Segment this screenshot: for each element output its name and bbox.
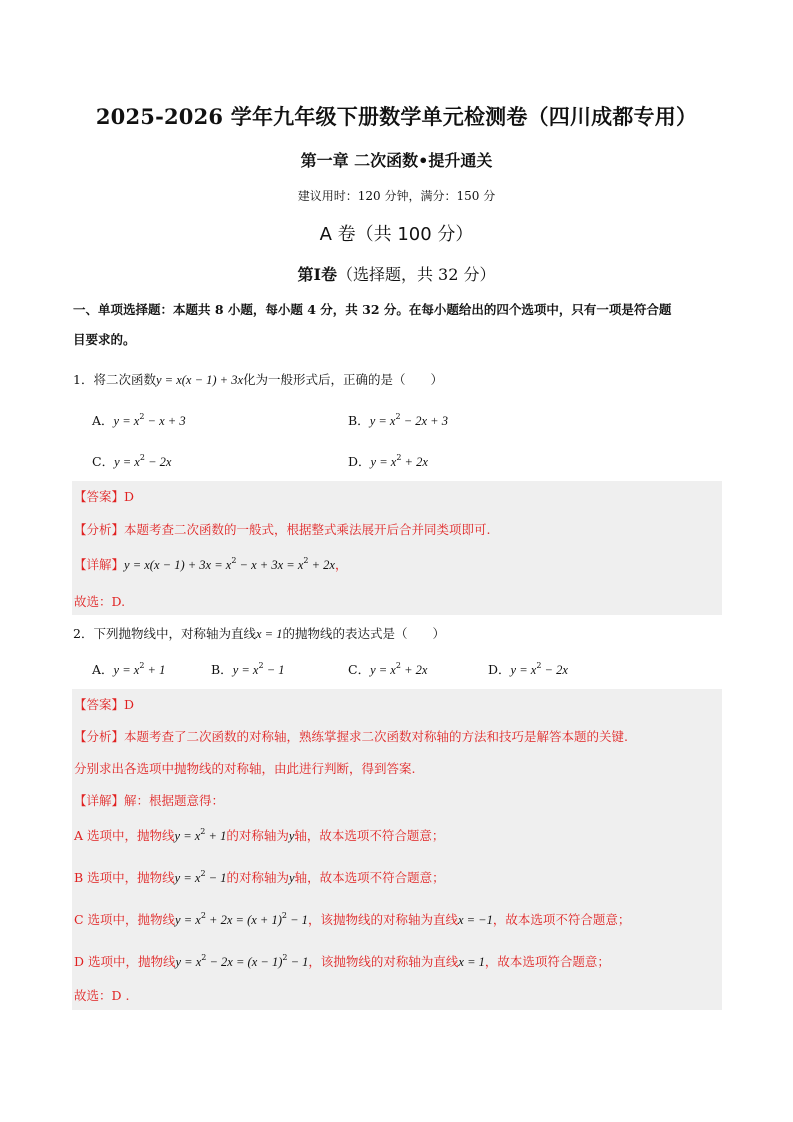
q2-row-c bbox=[74, 910, 630, 928]
volume-1-heading bbox=[0, 262, 793, 285]
q1-stem bbox=[73, 370, 443, 388]
q2-answer bbox=[74, 695, 134, 713]
q2-row-d bbox=[74, 952, 610, 970]
time-score-hint: 建议用时：120 分钟，满分：150 分 bbox=[297, 189, 496, 203]
row-prefix: A 选项中，抛物线 bbox=[74, 828, 175, 843]
q2-analysis-2: 分别求出各选项中抛物线的对称轴，由此进行判断，得到答案. bbox=[74, 761, 416, 776]
q2-number: 2．下列抛物线中，对称轴为直线 bbox=[73, 626, 256, 641]
q1-detail bbox=[74, 555, 347, 573]
row-mid: ，该抛物线的对称轴为直线 bbox=[307, 912, 458, 927]
row-suffix: 轴，故本选项不符合题意； bbox=[294, 870, 445, 885]
q2-option-a bbox=[92, 660, 165, 678]
answer-tag: 【答案】 bbox=[74, 697, 125, 712]
option-label: B． bbox=[211, 662, 233, 677]
row-math-2: + 1 bbox=[205, 829, 227, 843]
option-math: y = x bbox=[510, 663, 537, 677]
row-math: y = x bbox=[174, 871, 201, 885]
q2-answer-box bbox=[72, 689, 722, 1010]
row-suffix: 轴，故本选项不符合题意； bbox=[294, 828, 445, 843]
answer-tag: 【答案】 bbox=[74, 489, 125, 504]
q1-option-a bbox=[92, 411, 186, 429]
q2-stem bbox=[73, 624, 445, 642]
row-math-2: + 2x = (x + 1) bbox=[205, 913, 282, 927]
option-label: D． bbox=[488, 662, 511, 677]
row-math-3: x = −1 bbox=[457, 913, 493, 927]
volume-1-rest: （选择题，共 32 分） bbox=[336, 265, 496, 284]
row-math: y = x bbox=[175, 955, 202, 969]
q1-analysis bbox=[74, 520, 491, 538]
row-math: y = x bbox=[175, 913, 201, 927]
option-math-tail: − x + 3 bbox=[144, 414, 186, 428]
row-exponent: 2 bbox=[201, 953, 207, 962]
row-exponent-2: 2 bbox=[282, 953, 288, 962]
row-math-3: x = 1 bbox=[458, 955, 485, 969]
row-mid: ，该抛物线的对称轴为直线 bbox=[308, 954, 459, 969]
row-prefix: C 选项中，抛物线 bbox=[74, 912, 176, 927]
row-exponent-2: 2 bbox=[281, 911, 287, 920]
q2-detail bbox=[74, 791, 224, 809]
row-math-2: − 1 bbox=[205, 871, 227, 885]
detail-end: ， bbox=[334, 557, 348, 572]
q1-expression: y = x(x − 1) + 3x bbox=[155, 373, 244, 387]
row-math-4: − 1 bbox=[287, 955, 309, 969]
option-label: B． bbox=[348, 413, 370, 428]
q2-row-a bbox=[74, 826, 444, 844]
q2-row-b bbox=[74, 868, 445, 886]
volume-1-bold: 第Ⅰ卷 bbox=[297, 265, 337, 284]
option-exponent: 2 bbox=[536, 661, 542, 670]
detail-exponent-2: 2 bbox=[303, 556, 309, 565]
row-math-2: − 2x = (x − 1) bbox=[206, 955, 283, 969]
option-exponent: 2 bbox=[139, 453, 145, 462]
option-math-tail: − 2x bbox=[144, 455, 172, 469]
q1-option-b bbox=[348, 411, 448, 429]
chapter-subtitle: 第一章 二次函数•提升通关 bbox=[300, 151, 493, 170]
row-exponent: 2 bbox=[200, 827, 206, 836]
option-math-tail: − 1 bbox=[263, 663, 285, 677]
detail-text: 解：根据题意得： bbox=[124, 793, 225, 808]
q2-choose: 故选：D . bbox=[74, 988, 130, 1003]
detail-math-3: + 2x bbox=[308, 558, 335, 572]
option-exponent: 2 bbox=[396, 453, 402, 462]
answer-value: D bbox=[124, 697, 135, 712]
row-prefix: B 选项中，抛物线 bbox=[74, 870, 175, 885]
q2-option-b bbox=[211, 660, 285, 678]
analysis-tag: 【分析】 bbox=[74, 522, 125, 537]
row-exponent: 2 bbox=[200, 911, 206, 920]
option-math: y = x bbox=[370, 455, 397, 469]
row-math: y = x bbox=[174, 829, 201, 843]
row-mid: 的对称轴为 bbox=[226, 828, 289, 843]
option-math-tail: + 2x bbox=[401, 455, 428, 469]
option-math: y = x bbox=[113, 414, 140, 428]
section-1-instructions bbox=[73, 295, 723, 355]
detail-exponent-1: 2 bbox=[231, 556, 237, 565]
detail-math-1: y = x(x − 1) + 3x = x bbox=[124, 558, 232, 572]
analysis-text: 本题考查二次函数的一般式，根据整式乘法展开后合并同类项即可. bbox=[124, 522, 491, 537]
q2-analysis bbox=[74, 727, 628, 745]
detail-tag: 【详解】 bbox=[74, 557, 125, 572]
q2-option-c bbox=[348, 660, 427, 678]
q1-tail: 化为一般形式后，正确的是（ ） bbox=[243, 372, 444, 387]
row-math-3: y bbox=[288, 829, 295, 843]
row-suffix: ，故本选项不符合题意； bbox=[492, 912, 631, 927]
exam-title: 2025-2026 学年九年级下册数学单元检测卷（四川成都专用） bbox=[95, 104, 698, 129]
row-math-3: y bbox=[289, 871, 295, 885]
section-1-line-1: 一、单项选择题：本题共 8 小题，每小题 4 分，共 32 分。在每小题给出的四个选项中，只有一项是符合题 bbox=[73, 302, 672, 317]
option-math: y = x bbox=[113, 663, 140, 677]
option-exponent: 2 bbox=[395, 412, 401, 421]
detail-math-2: − x + 3x = x bbox=[236, 558, 304, 572]
option-math-tail: − 2x + 3 bbox=[400, 414, 448, 428]
row-prefix: D 选项中，抛物线 bbox=[74, 954, 176, 969]
section-1-line-2: 目要求的。 bbox=[73, 332, 136, 347]
option-label: A． bbox=[92, 413, 114, 428]
q2-tail: 的抛物线的表达式是（ ） bbox=[282, 626, 445, 641]
row-suffix: ，故本选项符合题意； bbox=[484, 954, 610, 969]
option-math: y = x bbox=[370, 663, 396, 677]
option-math: y = x bbox=[369, 414, 396, 428]
row-exponent: 2 bbox=[200, 869, 206, 878]
detail-tag: 【详解】 bbox=[74, 793, 125, 808]
q2-option-d bbox=[488, 660, 568, 678]
q1-number: 1．将二次函数 bbox=[73, 372, 156, 387]
option-exponent: 2 bbox=[139, 412, 145, 421]
option-exponent: 2 bbox=[139, 661, 145, 670]
option-label: A． bbox=[92, 662, 114, 677]
q1-answer-box bbox=[72, 481, 722, 615]
analysis-tag: 【分析】 bbox=[74, 729, 125, 744]
q1-option-c bbox=[92, 452, 171, 470]
option-math-tail: + 2x bbox=[400, 663, 428, 677]
option-math-tail: + 1 bbox=[144, 663, 166, 677]
row-mid: 的对称轴为 bbox=[226, 870, 289, 885]
option-math: y = x bbox=[114, 455, 140, 469]
option-math: y = x bbox=[232, 663, 259, 677]
q1-option-d bbox=[348, 452, 428, 470]
option-label: C． bbox=[92, 454, 115, 469]
option-exponent: 2 bbox=[258, 661, 264, 670]
option-label: C． bbox=[348, 662, 371, 677]
q1-answer bbox=[74, 487, 134, 505]
answer-value: D bbox=[124, 489, 135, 504]
option-label: D． bbox=[348, 454, 371, 469]
option-exponent: 2 bbox=[395, 661, 401, 670]
q1-choose: 故选：D. bbox=[74, 594, 126, 609]
q2-expression: x = 1 bbox=[255, 627, 283, 641]
option-math-tail: − 2x bbox=[541, 663, 568, 677]
volume-a-heading: A 卷（共 100 分） bbox=[319, 224, 474, 245]
row-math-4: − 1 bbox=[287, 913, 308, 927]
analysis-text: 本题考查了二次函数的对称轴，熟练掌握求二次函数对称轴的方法和技巧是解答本题的关键. bbox=[124, 729, 628, 744]
